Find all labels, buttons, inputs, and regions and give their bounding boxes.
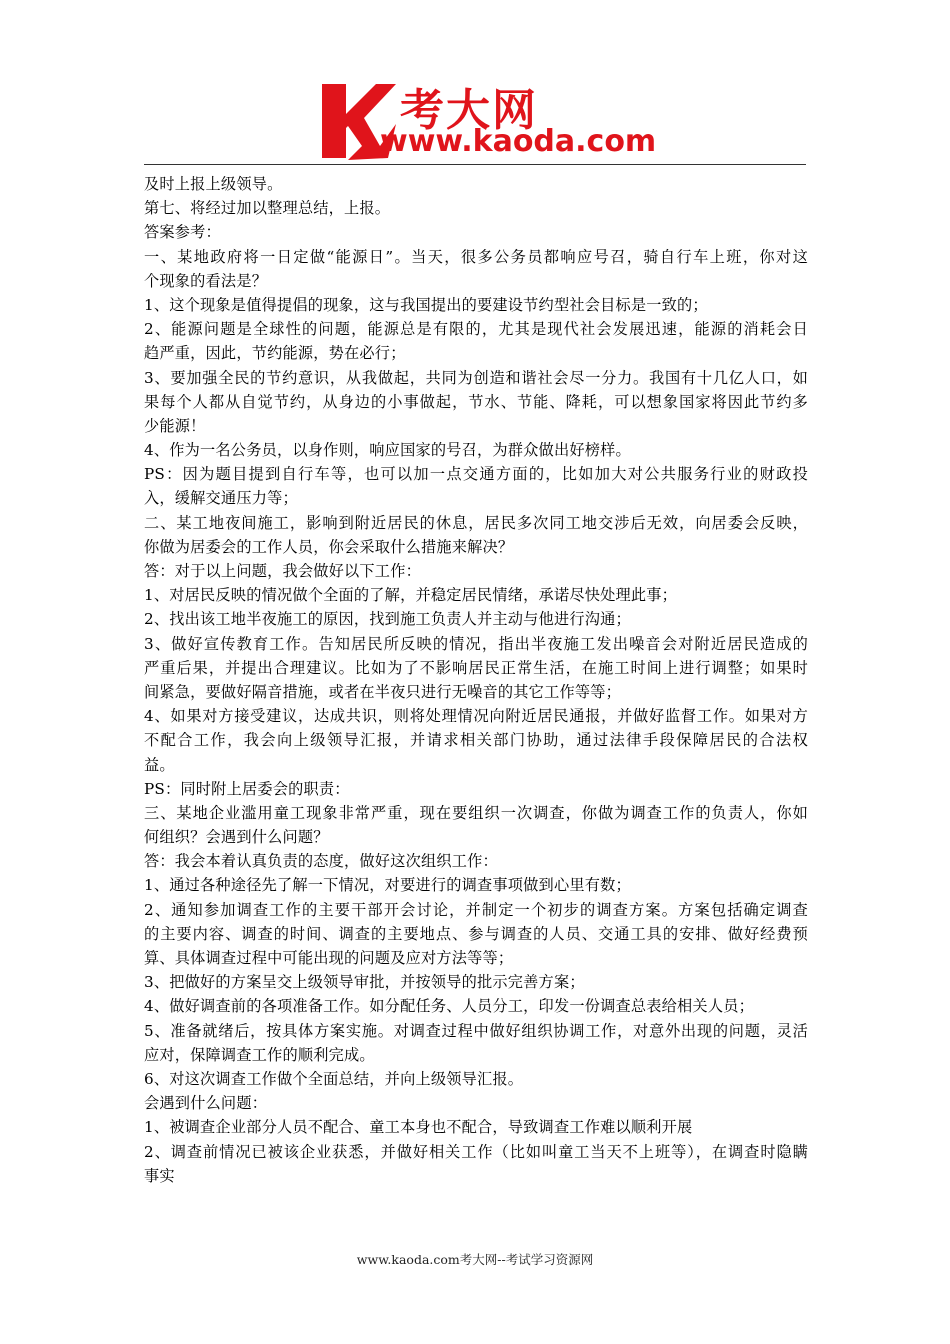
text-line: 4、作为一名公务员，以身作则，响应国家的号召，为群众做出好榜样。 — [144, 441, 631, 460]
text-line: 答案参考： — [144, 223, 221, 242]
text-line: 二、某工地夜间施工，影响到附近居民的休息，居民多次同工地交涉后无效，向居委会反映， — [144, 513, 808, 532]
text-line: 算、具体调查过程中可能出现的问题及应对方法等等； — [144, 949, 514, 967]
text-line: PS：同时附上居委会的职责： — [144, 779, 350, 798]
text-line: 趋严重，因此，节约能源，势在必行； — [144, 344, 406, 363]
text-line: 答：我会本着认真负责的态度，做好这次组织工作： — [144, 852, 498, 871]
document-body — [144, 172, 808, 1188]
text-line: 答：对于以上问题，我会做好以下工作： — [144, 562, 421, 580]
text-line: 个现象的看法是？ — [144, 271, 268, 290]
text-line: 事实 — [144, 1166, 175, 1185]
header-divider — [144, 164, 806, 165]
text-line: 入，缓解交通压力等； — [144, 489, 298, 508]
text-line: 2、找出该工地半夜施工的原因，找到施工负责人并主动与他进行沟通； — [144, 610, 631, 629]
text-line: 的主要内容、调查的时间、调查的主要地点、参与调查的人员、交通工具的安排、做好经费预 — [144, 924, 808, 943]
text-line: 1、对居民反映的情况做个全面的了解，并稳定居民情绪，承诺尽快处理此事； — [144, 586, 678, 605]
text-line: 你做为居委会的工作人员，你会采取什么措施来解决？ — [144, 537, 514, 556]
text-line: 少能源！ — [144, 416, 206, 435]
text-line: 一、某地政府将一日定做“能源日”。当天，很多公务员都响应号召，骑自行车上班，你对这 — [144, 247, 808, 266]
text-line: 果每个人都从自觉节约，从身边的小事做起，节水、节能、降耗，可以想象国家将因此节约多 — [144, 392, 808, 411]
text-line: 6、对这次调查工作做个全面总结，并向上级领导汇报。 — [144, 1069, 524, 1088]
text-line: 3、要加强全民的节约意识，从我做起，共同为创造和谐社会尽一分力。我国有十几亿人口，如 — [144, 368, 808, 387]
text-line: 1、被调查企业部分人员不配合、童工本身也不配合，导致调查工作难以顺利开展 — [144, 1118, 693, 1137]
text-line: 2、能源问题是全球性的问题，能源总是有限的，尤其是现代社会发展迅速，能源的消耗会日 — [144, 320, 808, 339]
logo-chinese-name: 考大网 — [400, 85, 538, 136]
text-line: 间紧急，要做好隔音措施，或者在半夜只进行无噪音的其它工作等等； — [144, 682, 622, 701]
logo-url: www.kaoda.com — [380, 124, 657, 159]
text-line: 第七、将经过加以整理总结，上报。 — [144, 199, 391, 218]
text-line: 3、把做好的方案呈交上级领导审批，并按领导的批示完善方案； — [144, 973, 585, 992]
text-line: 4、如果对方接受建议，达成共识，则将处理情况向附近居民通报，并做好监督工作。如果对方 — [144, 707, 808, 726]
text-line: 2、通知参加调查工作的主要干部开会讨论，并制定一个初步的调查方案。方案包括确定调查 — [144, 900, 808, 919]
text-line: 三、某地企业滥用童工现象非常严重，现在要组织一次调查，你做为调查工作的负责人，你如 — [144, 803, 808, 822]
text-line: 5、准备就绪后，按具体方案实施。对调查过程中做好组织协调工作，对意外出现的问题，灵活 — [144, 1021, 808, 1040]
text-line: 应对，保障调查工作的顺利完成。 — [144, 1045, 375, 1064]
text-line: 不配合工作，我会向上级领导汇报，并请求相关部门协助，通过法律手段保障居民的合法权 — [144, 731, 808, 750]
text-line: PS：因为题目提到自行车等，也可以加一点交通方面的，比如加大对公共服务行业的财政投 — [144, 465, 808, 484]
text-line: 4、做好调查前的各项准备工作。如分配任务、人员分工，印发一份调查总表给相关人员； — [144, 997, 754, 1016]
page-footer: www.kaoda.com考大网--考试学习资源网 — [356, 1252, 594, 1267]
text-line: 会遇到什么问题： — [144, 1094, 268, 1113]
text-line: 3、做好宣传教育工作。告知居民所反映的情况，指出半夜施工发出噪音会对附近居民造成的 — [144, 634, 808, 653]
text-line: 1、通过各种途径先了解一下情况，对要进行的调查事项做到心里有数； — [144, 876, 631, 895]
site-logo — [318, 80, 657, 160]
text-line: 及时上报上级领导。 — [144, 175, 283, 193]
text-line: 益。 — [144, 755, 175, 774]
text-line: 严重后果，并提出合理建议。比如为了不影响居民正常生活，在施工时间上进行调整；如果时 — [144, 658, 808, 677]
text-line: 2、调查前情况已被该企业获悉，并做好相关工作（比如叫童工当天不上班等），在调查时隐瞒 — [144, 1142, 808, 1161]
text-line: 1、这个现象是值得提倡的现象，这与我国提出的要建设节约型社会目标是一致的； — [144, 295, 708, 314]
text-line: 何组织？会遇到什么问题？ — [144, 828, 329, 847]
